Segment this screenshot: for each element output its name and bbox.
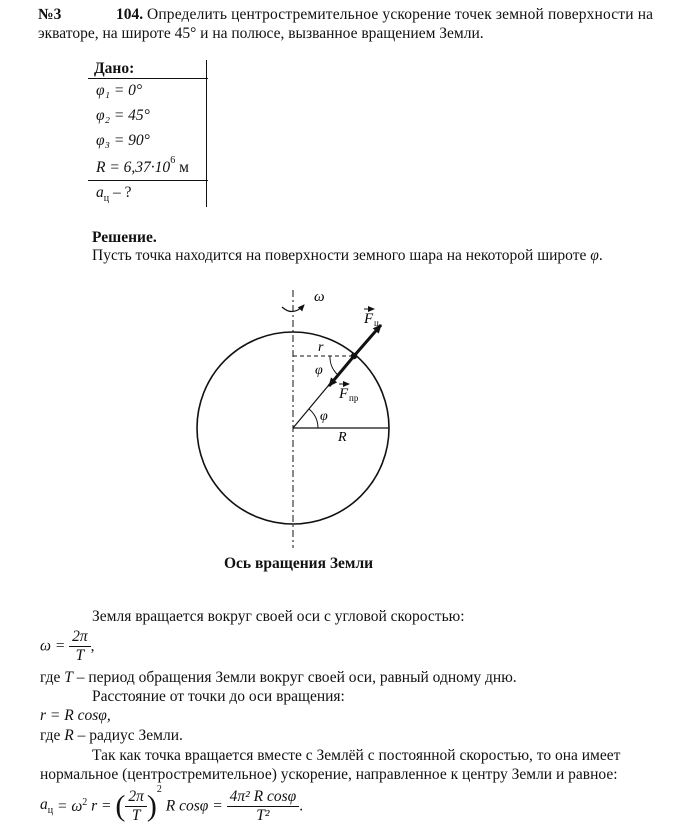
eq3-mid-sup: 2	[82, 796, 88, 808]
given-find	[96, 184, 132, 204]
given-radius-unit: м	[179, 159, 189, 177]
fpr-label: F	[339, 386, 349, 402]
given-vertical-rule	[206, 60, 207, 207]
eq1-numerator: 2π	[69, 628, 91, 647]
given-phi1: φ₁ = 0°	[96, 82, 143, 99]
problem-text-1: Определить центростремительное ускорение точек земной поверхности на	[147, 6, 654, 23]
eq3-fraction1	[125, 788, 147, 825]
phi-lower-label: φ	[320, 409, 328, 424]
eq3-mid: = ω	[56, 798, 83, 816]
fpr-sub-label: пр	[349, 393, 359, 403]
text-p1: Земля вращается вокруг своей оси с угловой скоростью:	[92, 608, 465, 625]
solution-intro-var: φ	[590, 247, 599, 264]
text-p2	[40, 669, 517, 687]
given-radius-value: R = 6,37·10	[96, 159, 171, 177]
given-top-rule	[88, 78, 208, 79]
fc-label: F	[364, 311, 374, 327]
eq2: r = R cosφ,	[40, 707, 111, 724]
text-p6: нормальное (центростремительное) ускорение, направленное к центру Земли и равное:	[40, 766, 618, 783]
problem-number: 104.	[116, 6, 144, 23]
given-phi3: φ₃ = 90°	[96, 132, 150, 149]
phi-upper-label: φ	[315, 363, 323, 378]
eq3-r: r =	[91, 797, 112, 815]
problem-line1	[116, 6, 653, 24]
p2-var: T	[64, 669, 73, 686]
given-find-rest: – ?	[109, 184, 132, 201]
given-radius-exp: 6	[170, 155, 176, 166]
eq3-num1: 2π	[125, 788, 147, 807]
earth-diagram	[0, 270, 695, 570]
p4-rest: – радиус Земли.	[77, 727, 183, 744]
figure-caption: Ось вращения Земли	[224, 555, 374, 572]
eq3-num2: 4π² R cosφ	[227, 788, 300, 807]
eq3-after: R cosφ =	[165, 797, 223, 815]
eq1-lhs: ω =	[40, 637, 66, 655]
given-bottom-rule	[88, 180, 208, 181]
solution-intro-text: Пусть точка находится на поверхности земного шара на некоторой широте	[92, 247, 587, 264]
eq3-den2: T²	[256, 807, 270, 824]
p4-var: R	[64, 727, 74, 744]
fc-sub-label: ц	[374, 318, 379, 328]
given-find-sub: ц	[103, 193, 110, 205]
eq3	[40, 783, 304, 828]
eq3-paren-open: (	[115, 789, 126, 823]
eq3-paren-close: )	[146, 789, 157, 823]
text-p5: Так как точка вращается вместе с Землёй с постоянной скоростью, то она имеет	[92, 747, 621, 764]
eq3-den1: T	[131, 807, 141, 824]
p2-rest: – период обращения Земли вокруг своей оси, равный одному дню.	[76, 669, 517, 686]
p4-start: где	[40, 727, 61, 744]
eq3-end: .	[299, 797, 304, 815]
angle-arc-lower	[309, 409, 318, 428]
p2-start: где	[40, 669, 61, 686]
eq3-lhs	[40, 796, 54, 817]
text-p3: Расстояние от точки до оси вращения:	[92, 688, 345, 705]
pressure-force-arrow	[329, 356, 354, 386]
eq1-fraction	[69, 628, 91, 665]
eq3-a-sub: ц	[47, 805, 54, 817]
eq3-fraction2	[227, 788, 300, 825]
solution-title: Решение.	[92, 229, 157, 246]
eq1-denominator: T	[75, 647, 85, 664]
eq3-a: a	[40, 796, 48, 814]
text-p4	[40, 727, 183, 745]
solution-intro	[92, 247, 603, 265]
R-label: R	[338, 430, 347, 445]
given-title: Дано:	[94, 60, 135, 77]
eq3-paren-sup: 2	[156, 783, 162, 795]
r-label: r	[318, 340, 324, 355]
centrifugal-force-arrow	[354, 325, 381, 356]
omega-label: ω	[314, 289, 325, 305]
given-phi2: φ₂ = 45°	[96, 107, 150, 124]
angle-arc-upper	[330, 356, 338, 375]
eq1	[40, 628, 95, 665]
eq1-end: ,	[90, 637, 95, 655]
problem-mark: №3	[38, 6, 62, 23]
eq3-omega	[57, 798, 87, 815]
solution-intro-end: .	[598, 247, 603, 264]
given-find-var: a	[96, 184, 104, 201]
given-radius	[96, 155, 189, 177]
problem-line2: экваторе, на широте 45° и на полюсе, вызванное вращением Земли.	[38, 25, 484, 42]
